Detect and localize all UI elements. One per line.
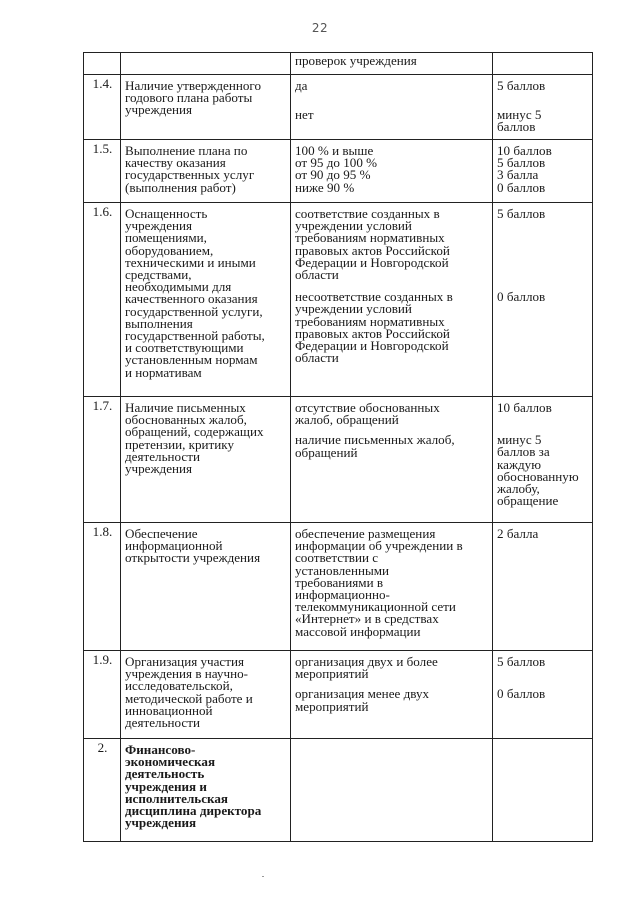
- criterion-line: Оснащенность: [125, 206, 208, 221]
- row-number: 1.6.: [84, 203, 121, 397]
- criterion-line: Обеспечение: [125, 526, 198, 541]
- indicator-line: ниже 90 %: [295, 179, 355, 195]
- criterion-line: необходимыми для: [125, 279, 232, 295]
- criterion-line: информационной: [125, 538, 223, 554]
- criterion-line: исследовательской,: [125, 678, 233, 694]
- criterion-line: учреждения в научно-: [125, 666, 248, 682]
- criterion-line: учреждения и: [125, 778, 207, 794]
- indicator-cell: [291, 203, 493, 397]
- indicator-line: 100 % и выше: [295, 143, 374, 158]
- score-line: минус 5: [497, 107, 542, 123]
- criterion-line: государственных услуг: [125, 167, 255, 183]
- indicator-line: информационно-: [295, 587, 390, 603]
- table-row-1-9: [84, 651, 593, 739]
- score-line: 5 баллов: [497, 206, 546, 221]
- score-line: каждую: [497, 456, 542, 472]
- criterion-line: обращений, содержащих: [125, 424, 264, 440]
- table-row-continuation: [84, 53, 593, 75]
- score-line: 5 баллов: [497, 155, 546, 171]
- score-line: минус 5: [497, 432, 542, 448]
- indicator-line: требованиями в: [295, 574, 384, 590]
- indicator-line: правовых актов Российской: [295, 325, 450, 341]
- criterion-line: обоснованных жалоб,: [125, 412, 247, 428]
- criterion-line: открытости учреждения: [125, 550, 261, 566]
- indicator-line: массовой информации: [295, 623, 421, 639]
- indicator-line: соответствие созданных в: [295, 206, 440, 221]
- score-line: 5 баллов: [497, 654, 546, 669]
- criterion-line: учреждения: [125, 815, 197, 831]
- indicator-cell: [291, 739, 493, 842]
- indicator-line: соответствии с: [295, 550, 379, 566]
- criterion-line: и соответствующими: [125, 340, 244, 356]
- score-line: 3 балла: [497, 167, 539, 183]
- criterion-line: инновационной: [125, 702, 213, 718]
- indicator-line: требованиям нормативных: [295, 313, 445, 329]
- criterion-cell: [121, 75, 291, 140]
- score-cell: [493, 739, 593, 842]
- criterion-line: учреждения: [125, 102, 193, 118]
- indicator-cell: [291, 523, 493, 651]
- criterion-line: методической работе и: [125, 690, 253, 706]
- table-row-2: [84, 739, 593, 842]
- criterion-line: качественного оказания: [125, 291, 258, 307]
- indicator-line: нет: [295, 107, 314, 123]
- score-line: 10 баллов: [497, 143, 552, 158]
- score-cell: [493, 75, 593, 140]
- criteria-table: [83, 52, 593, 842]
- table-row-1-6: [84, 203, 593, 397]
- criterion-cell: [121, 651, 291, 739]
- indicator-line: Федерации и Новгородской: [295, 254, 449, 270]
- criterion-line: Наличие письменных: [125, 400, 246, 415]
- score-cell: [493, 140, 593, 203]
- score-line: баллов: [497, 119, 536, 135]
- score-cell: [493, 397, 593, 523]
- page-number: 22: [311, 21, 329, 35]
- criterion-line: учреждения: [125, 218, 193, 234]
- indicator-cell: [291, 651, 493, 739]
- indicator-line: Федерации и Новгородской: [295, 338, 449, 354]
- score-line: 0 баллов: [497, 686, 546, 702]
- score-line: жалобу,: [497, 481, 540, 497]
- indicator-cell: [291, 397, 493, 523]
- criterion-line: техническими и иными: [125, 254, 256, 270]
- criterion-cell: [121, 523, 291, 651]
- criterion-line: учреждения: [125, 461, 193, 477]
- indicator-line: обеспечение размещения: [295, 526, 436, 541]
- criterion-line: деятельность: [125, 766, 205, 782]
- score-line: 0 баллов: [497, 289, 546, 305]
- row-number: 1.4.: [84, 75, 121, 140]
- criterion-line: государственной услуги,: [125, 303, 263, 319]
- criterion-line: выполнения: [125, 315, 193, 331]
- indicator-line: учреждении условий: [295, 301, 412, 317]
- indicator-line: обращений: [295, 444, 358, 460]
- score-line: 5 баллов: [497, 78, 546, 93]
- row-number: 1.8.: [84, 523, 121, 651]
- indicator-line: правовых актов Российской: [295, 242, 450, 258]
- row-number: 1.5.: [84, 140, 121, 203]
- indicator-line: учреждении условий: [295, 218, 412, 234]
- row-number: 2.: [84, 739, 121, 842]
- number-cell: [84, 53, 121, 75]
- indicator-cell: [291, 75, 493, 140]
- indicator-line: мероприятий: [295, 698, 369, 714]
- score-line: 10 баллов: [497, 400, 552, 415]
- scan-speck: [262, 876, 264, 877]
- criterion-cell: [121, 53, 291, 75]
- criterion-line: деятельности: [125, 715, 200, 731]
- indicator-line: организация двух и более: [295, 654, 438, 669]
- score-line: обоснованную: [497, 468, 579, 484]
- indicator-line: области: [295, 267, 339, 283]
- table-row-1-8: [84, 523, 593, 651]
- criterion-line: дисциплина директора: [125, 803, 262, 819]
- criterion-line: Организация участия: [125, 654, 245, 669]
- criterion-line: установленным нормам: [125, 352, 258, 368]
- criterion-line: помещениями,: [125, 230, 207, 246]
- indicator-cell: [291, 140, 493, 203]
- indicator-line: от 90 до 95 %: [295, 167, 371, 183]
- indicator-line: от 95 до 100 %: [295, 155, 378, 171]
- criterion-line: и нормативам: [125, 364, 202, 380]
- score-line: обращение: [497, 493, 559, 509]
- indicator-line: несоответствие созданных в: [295, 289, 453, 305]
- criterion-line: (выполнения работ): [125, 179, 236, 195]
- indicator-line: «Интернет» и в средствах: [295, 611, 439, 627]
- score-cell: [493, 651, 593, 739]
- indicator-cell: [291, 53, 493, 75]
- indicator-line: мероприятий: [295, 666, 369, 682]
- indicator-line: да: [295, 78, 308, 93]
- score-cell: [493, 203, 593, 397]
- criterion-line: средствами,: [125, 267, 192, 283]
- indicator-line: области: [295, 350, 339, 366]
- indicator-line: проверок учреждения: [295, 53, 417, 68]
- indicator-line: требованиям нормативных: [295, 230, 445, 246]
- table-row-1-4: [84, 75, 593, 140]
- score-line: 0 баллов: [497, 179, 546, 195]
- table-row-1-5: [84, 140, 593, 203]
- criterion-line: государственной работы,: [125, 328, 265, 344]
- indicator-line: информации об учреждении в: [295, 538, 463, 554]
- criterion-line: оборудованием,: [125, 242, 214, 258]
- criterion-cell: [121, 203, 291, 397]
- indicator-line: жалоб, обращений: [295, 412, 399, 428]
- criterion-cell: [121, 397, 291, 523]
- score-line: 2 балла: [497, 526, 539, 541]
- criterion-line: претензии, критику: [125, 436, 235, 452]
- indicator-line: телекоммуникационной сети: [295, 599, 456, 615]
- criterion-cell: [121, 140, 291, 203]
- criterion-line: исполнительская: [125, 790, 229, 806]
- score-line: баллов за: [497, 444, 550, 460]
- criterion-line: Финансово-: [125, 742, 196, 757]
- row-number: 1.9.: [84, 651, 121, 739]
- row-number: 1.7.: [84, 397, 121, 523]
- criterion-line: Наличие утвержденного: [125, 78, 262, 93]
- score-cell: [493, 53, 593, 75]
- indicator-line: организация менее двух: [295, 686, 430, 702]
- indicator-line: наличие письменных жалоб,: [295, 432, 455, 448]
- table-row-1-7: [84, 397, 593, 523]
- criterion-line: качеству оказания: [125, 155, 226, 171]
- indicator-line: отсутствие обоснованных: [295, 400, 440, 415]
- criterion-line: деятельности: [125, 448, 200, 464]
- criterion-line: Выполнение плана по: [125, 143, 248, 158]
- criterion-line: экономическая: [125, 754, 216, 770]
- criterion-cell: [121, 739, 291, 842]
- indicator-line: установленными: [295, 562, 390, 578]
- criterion-line: годового плана работы: [125, 90, 253, 106]
- score-cell: [493, 523, 593, 651]
